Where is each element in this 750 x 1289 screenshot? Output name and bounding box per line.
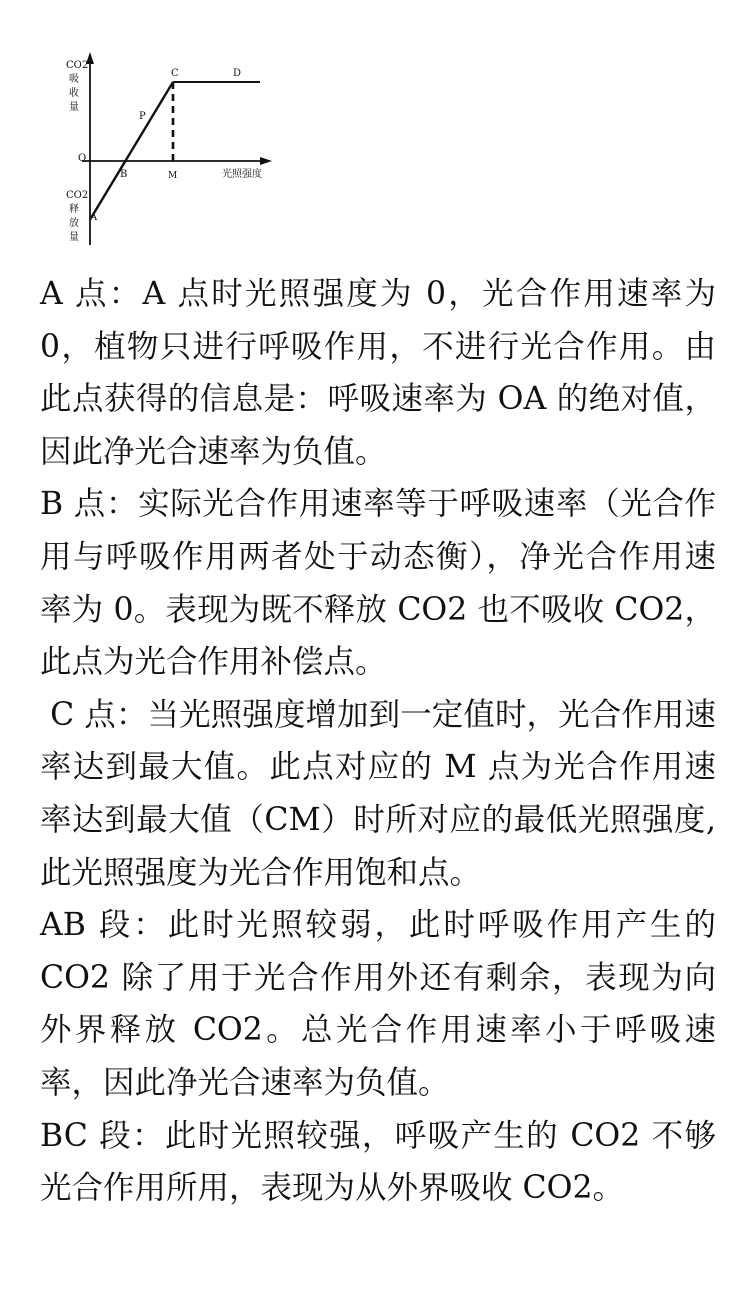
point-m-label: M [168, 171, 178, 181]
y-top-label-line1: CO2 [66, 60, 89, 71]
explanation-text [40, 268, 716, 1215]
paragraph-segment-ab: AB 段：此时光照较弱，此时呼吸作用产生的 CO2 除了用于光合作用外还有剩余，表现为向外界释放 CO2。总光合作用速率小于呼吸速率，因此净光合速率为负值。 [40, 907, 716, 1101]
paragraph-segment-bc: BC 段：此时光照较强，呼吸产生的 CO2 不够光合作用所用，表现为从外界吸收 CO2。 [40, 1117, 716, 1207]
point-b-label: B [120, 169, 128, 180]
point-p-label: P [139, 111, 146, 122]
y-top-label-line3: 收 [69, 88, 79, 99]
y-top-label-line4: 量 [69, 102, 79, 113]
y-bottom-label-line3: 放 [69, 218, 79, 229]
x-axis-label: 光照强度 [222, 169, 262, 180]
light-response-diagram [40, 40, 310, 255]
y-bottom-label-line1: CO2 [66, 190, 89, 201]
y-bottom-label-line2: 释 [69, 204, 79, 215]
y-top-label-line2: 吸 [69, 74, 79, 85]
paragraph-point-a: A 点：A 点时光照强度为 0，光合作用速率为 0，植物只进行呼吸作用，不进行光合作用。由此点获得的信息是：呼吸速率为 OA 的绝对值，因此净光合速率为负值。 [40, 276, 716, 470]
point-a-label: A [90, 212, 98, 223]
point-c-label: C [171, 68, 179, 79]
curve-rising [91, 82, 173, 218]
paragraph-point-b: B 点：实际光合作用速率等于呼吸速率（光合作用与呼吸作用两者处于动态衡），净光合作用速率为 0。表现为既不释放 CO2 也不吸收 CO2，此点为光合作用补偿点。 [40, 486, 716, 681]
point-o-label: O [78, 153, 87, 164]
point-d-label: D [233, 68, 242, 79]
x-axis-arrow [260, 157, 272, 165]
paragraph-point-c: C 点：当光照强度增加到一定值时，光合作用速率达到最大值。此点对应的 M 点为光合作用速率达到最大值（CM）时所对应的最低光照强度, 此光照强度为光合作用饱和点。 [40, 696, 716, 891]
diagram-svg [40, 40, 310, 255]
y-bottom-label-line4: 量 [69, 232, 79, 243]
